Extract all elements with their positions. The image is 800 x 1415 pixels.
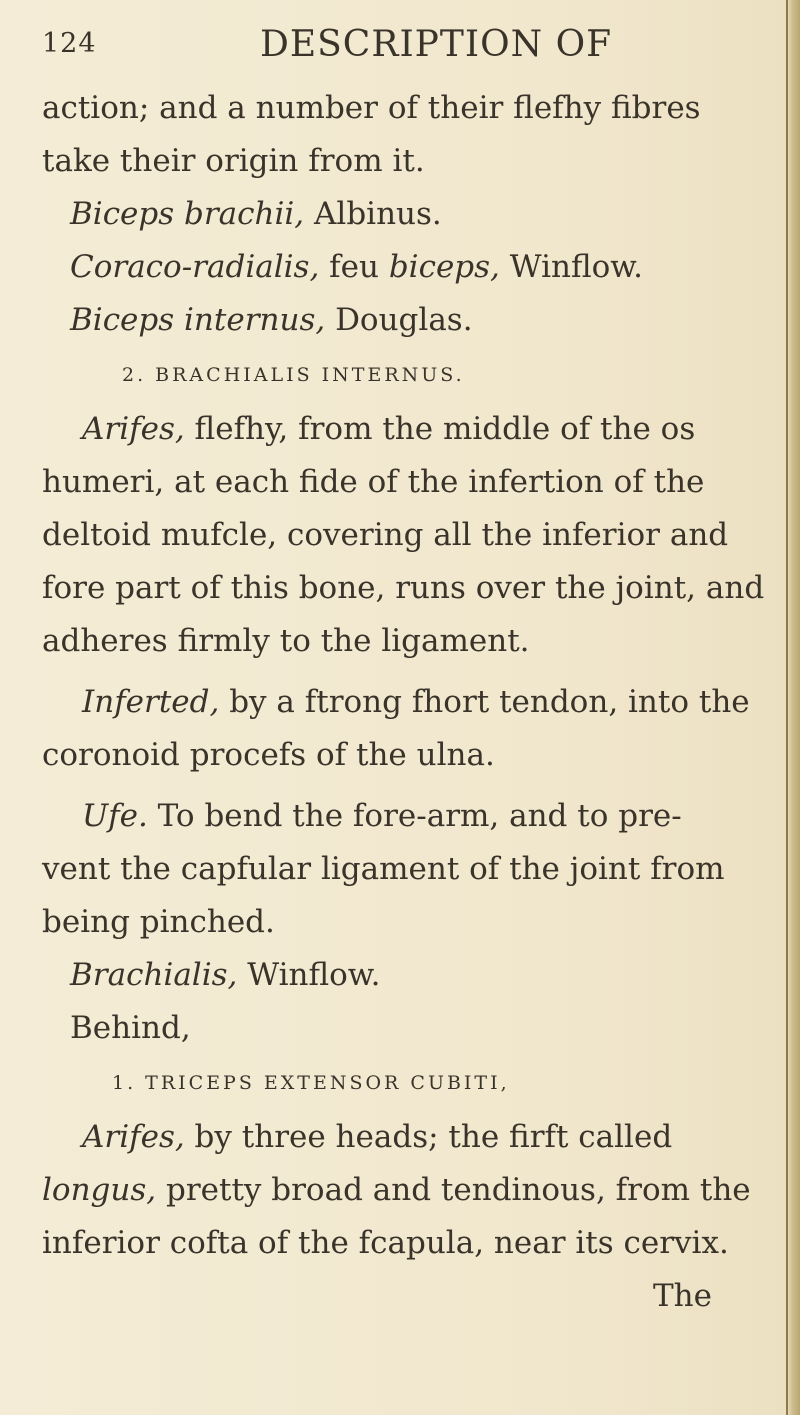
text-line: being pinched.	[42, 904, 275, 940]
synonym-line: Brachialis, Winflow.	[70, 957, 381, 993]
text-line: action; and a number of their flefhy fibres	[42, 90, 701, 126]
text-line: Inferted, by a ftrong fhort tendon, into the	[82, 684, 750, 720]
synonym-line: Biceps internus, Douglas.	[70, 302, 473, 338]
text-line: fore part of this bone, runs over the joint, and	[42, 570, 765, 606]
text-line: deltoid mufcle, covering all the inferior and	[42, 517, 729, 553]
text-line: Arifes, flefhy, from the middle of the os	[82, 411, 696, 447]
text-line: humeri, at each fide of the infertion of the	[42, 464, 705, 500]
catchword: The	[653, 1278, 712, 1314]
text-line: coronoid procefs of the ulna.	[42, 737, 495, 773]
text-line: inferior cofta of the fcapula, near its cervix.	[42, 1225, 729, 1261]
running-head: DESCRIPTION OF	[260, 24, 613, 65]
synonym-line: Coraco-radialis, feu biceps, Winflow.	[70, 249, 644, 285]
text-line: adheres firmly to the ligament.	[42, 623, 530, 659]
section-heading: 1. TRICEPS EXTENSOR CUBITI,	[112, 1072, 510, 1094]
section-heading: 2. BRACHIALIS INTERNUS.	[122, 364, 465, 386]
page-number: 124	[42, 28, 97, 59]
synonym-line: Biceps brachii, Albinus.	[70, 196, 442, 232]
text-line: Ufe. To bend the fore-arm, and to pre-	[82, 798, 682, 834]
text-line: longus, pretty broad and tendinous, from the	[42, 1172, 751, 1208]
page-edge	[786, 0, 800, 1415]
text-line: Arifes, by three heads; the firft called	[82, 1119, 673, 1155]
text-line: take their origin from it.	[42, 143, 425, 179]
page-header	[42, 24, 742, 68]
text-line: vent the capfular ligament of the joint from	[42, 851, 725, 887]
text-line: Behind,	[70, 1010, 191, 1046]
body-text	[42, 82, 765, 1323]
